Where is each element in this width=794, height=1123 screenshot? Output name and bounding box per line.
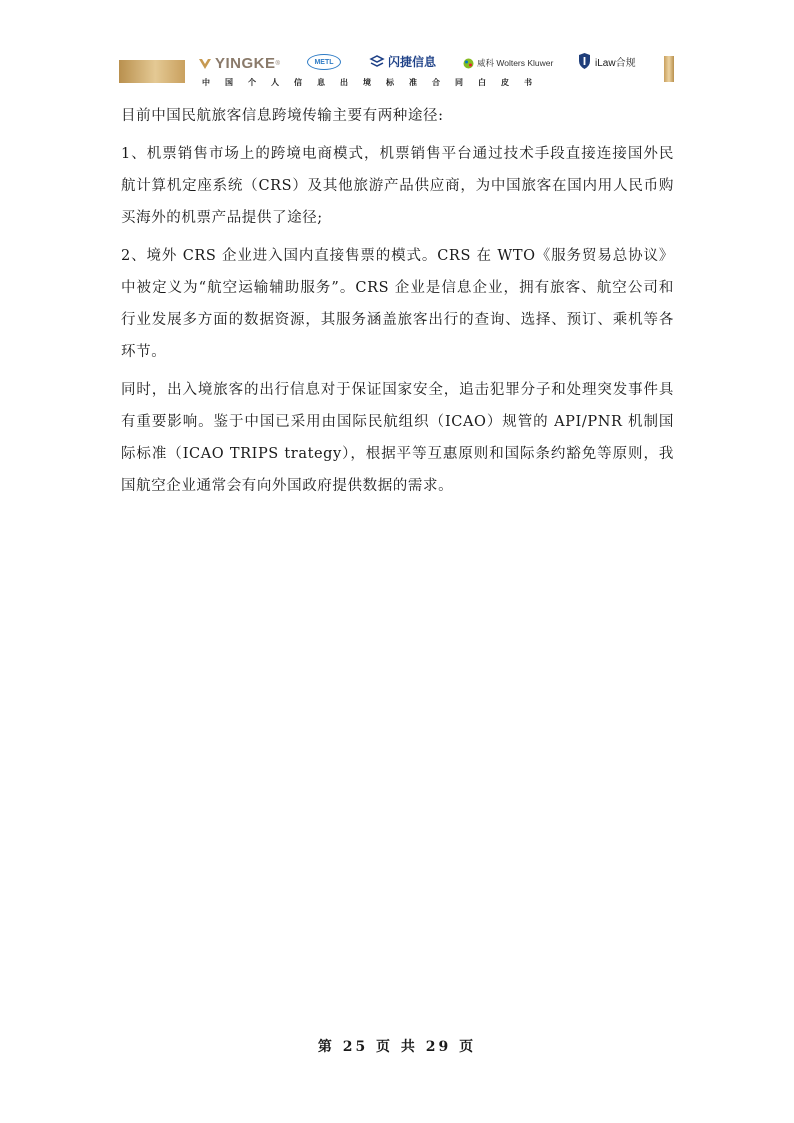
paragraph-conclusion: 同时，出入境旅客的出行信息对于保证国家安全，追击犯罪分子和处理突发事件具有重要影响。鉴于中国已采用由国际民航组织（ICAO）规管的 API/PNR 机制国际标准（ICAO TRIPS trategy），根据平等互惠原则和国际条约豁免等原则，我国航空企业通常会有向外国政府提供数据的需求。 [121,382,674,494]
ilaw-logo [578,52,636,70]
shanjie-logo [369,53,436,70]
main-content [121,100,674,508]
paragraph-item-2: 2、境外 CRS 企业进入国内直接售票的模式。CRS 在 WTO《服务贸易总协议》中被定义为“航空运输辅助服务”。CRS 企业是信息企业，拥有旅客、航空公司和行业发展多方面的数据资源，其服务涵盖旅客出行的查询、选择、预订、乘机等各环节。 [121,248,674,360]
yingke-logo: YINGKE ® [198,55,280,72]
paragraph-intro: 目前中国民航旅客信息跨境传输主要有两种途径: [121,108,444,124]
wolters-kluwer-logo [463,57,553,69]
ilaw-logo-text: iLaw合规 [595,57,636,69]
yingke-logo-text: YINGKE [215,55,276,72]
gold-bar-left [119,60,185,83]
paragraph-item-1: 1、机票销售市场上的跨境电商模式，机票销售平台通过技术手段直接连接国外民航计算机定座系统（CRS）及其他旅游产品供应商，为中国旅客在国内用人民币购买海外的机票产品提供了途径; [121,146,674,226]
yingke-mark-icon [198,57,212,71]
metl-logo-text: METL [307,54,341,70]
shanjie-logo-text: 闪捷信息 [388,55,437,69]
shield-icon [578,52,591,70]
gold-bar-right [664,56,674,82]
wolters-kluwer-mark-icon [463,58,474,69]
wolters-kluwer-logo-text: 威科 Wolters Kluwer [477,58,554,68]
shanjie-mark-icon [369,55,385,69]
metl-logo [307,54,341,70]
page-number: 第 25 页 共 29 页 [317,1039,477,1055]
header-subtitle: 中国个人信息出境标准合同白皮书 [202,78,547,87]
page-header [0,50,794,90]
